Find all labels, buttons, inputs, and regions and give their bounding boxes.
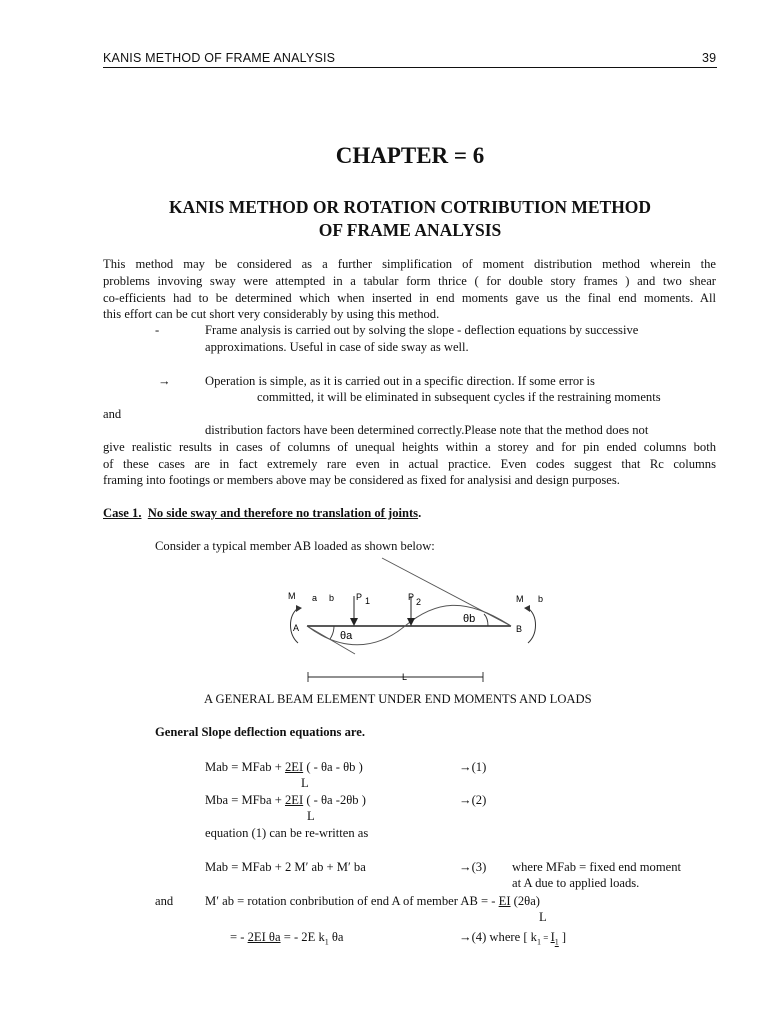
moment-right-head [524,605,530,612]
page-number: 39 [702,51,717,65]
eq1-lhs: Mab = MFab + [205,760,285,774]
equation-1 [205,760,363,775]
label-m-right: M [516,594,524,604]
eq1-fraction: 2EI [284,760,304,774]
case-period: . [418,506,422,520]
moment-right-arc [528,608,536,643]
label-L: L [402,672,408,682]
header-rule [103,67,717,68]
label-B: B [516,624,523,634]
label-p2: P [408,592,415,602]
eq3-note-2: at A due to applied loads. [512,876,640,890]
rotation-line-b [382,558,511,626]
eq2-ref: →(2) [459,793,487,807]
eq5-ref-text: →(4) where [ k [459,930,537,944]
eq5-ref-I: I [550,930,555,944]
rotation-contribution [205,894,540,909]
label-theta-a: θa [340,630,353,642]
bullet2-line3: distribution factors have been determined correctly.Please note that the method does not [205,423,649,437]
eq4-text: M′ ab = rotation conbribution of end A of member AB = - [205,894,499,908]
bullet2-line1: Operation is simple, as it is carried out in a specific direction. If some error is [205,374,595,388]
eq2-rhs: ( - θa -2θb ) [303,793,366,807]
label-theta-b: θb [463,613,476,625]
slope-deflection-heading [155,724,365,741]
load-p1-head [350,618,358,626]
label-one: 1 [365,596,371,606]
eq1-rhs: ( - θa - θb ) [303,760,363,774]
bullet2-line4: give realistic results in cases of columns of unequal heights within a storey and for pin ended columns both [103,440,716,454]
figure-caption: A GENERAL BEAM ELEMENT UNDER END MOMENTS AND LOADS [204,692,592,706]
equation-3: Mab = MFab + 2 M′ ab + M′ ba [205,860,366,874]
equation-2 [205,793,366,808]
case-heading [103,505,421,522]
eq1-denominator: L [301,776,309,790]
eq5-sub: 1 [324,937,329,947]
equation-4 [230,930,344,947]
label-m-left: M [288,591,296,601]
intro-line-4: this effort can be cut short very considerably by using this method. [103,307,440,321]
label-b: b [329,593,335,603]
arrow-bullet: → [158,374,171,388]
eq4-ref [459,930,566,947]
eq5-fraction: 2EI θa [247,930,281,944]
bullet1-line1: Frame analysis is carried out by solving the slope - deflection equations by successive [205,323,639,337]
moment-left-head [296,605,302,612]
intro-line-3: co-efficients had to be determined which when inserted in end moments gave us the final end moments. All [103,291,716,305]
slope-heading-period: . [361,725,366,739]
eq5-ref-sub: 1 [536,937,541,947]
theta-b-arc [484,614,488,626]
intro-line-1: This method may be considered as a further simplification of moment distribution method wherein the [103,257,716,271]
bullet1-line2: approximations. Useful in case of side sway as well. [205,340,469,354]
theta-a-arc [330,626,334,639]
label-b-right: b [538,594,544,604]
chapter-title-line1: KANIS METHOD OR ROTATION COTRIBUTION METHOD [168,197,652,217]
eq3-ref: →(3) [459,860,487,874]
eq4-denominator: L [539,910,547,924]
load-p2-head [407,618,415,626]
eq5-ref-eq: = [540,933,551,943]
eq4-tail: (2θa) [510,894,540,908]
chapter-title-line2: OF FRAME ANALYSIS [318,220,502,240]
label-two: 2 [416,597,422,607]
eq5-ref-end: ] [558,930,567,944]
consider-text: Consider a typical member AB loaded as shown below: [155,539,435,553]
chapter-heading: CHAPTER = 6 [335,143,485,168]
eq3-note-1: where MFab = fixed end moment [512,860,682,874]
beam-diagram [270,556,560,692]
bullet2-line2: committed, it will be eliminated in subsequent cycles if the restraining moments [257,390,661,404]
running-header: KANIS METHOD OF FRAME ANALYSIS [103,51,336,65]
label-a: a [312,593,318,603]
bullet-dash: - [155,323,160,337]
deflected-shape [307,605,511,644]
bullet2-line6: framing into footings or members above may be considered as fixed for analysisi and design purposes. [103,473,620,487]
eq5-pre: = - [230,930,248,944]
eq5-mid: = - 2E k [280,930,325,944]
slope-heading-text: General Slope deflection equations are [155,725,362,739]
bullet2-line5: of these cases are in fact extremely rare even in actual practice. Even codes suggest that Rc columns [103,457,716,471]
eq2-denominator: L [307,809,315,823]
eq4-fraction: EI [498,894,511,908]
eq2-lhs: Mba = MFba + [205,793,285,807]
case-text: No side sway and therefore no translation of joints [147,506,419,520]
intro-line-2: problems invoving sway were attempted in a tabular form thrice ( for double story frames ) and two shear [103,274,716,288]
eq2-fraction: 2EI [284,793,304,807]
and-word-2: and [155,894,174,908]
and-word: and [103,407,122,421]
rewrite-note: equation (1) can be re-written as [205,826,369,840]
eq1-ref: →(1) [459,760,487,774]
eq5-ref-I-sub: 1 [554,937,559,947]
case-label: Case 1. [103,506,142,520]
eq5-post: θa [328,930,344,944]
label-A: A [293,623,300,633]
label-p1: P [356,592,363,602]
